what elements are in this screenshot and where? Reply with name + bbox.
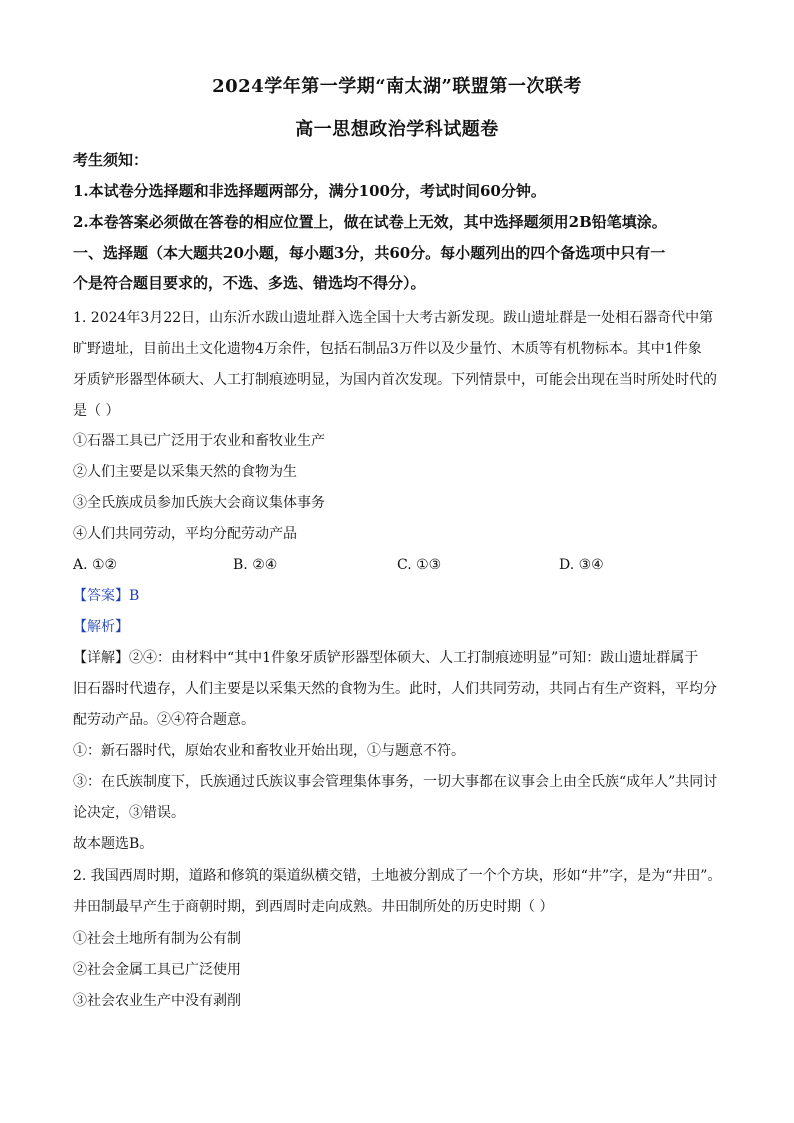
notice-item-2: 2.本卷答案必须做在答卷的相应位置上，做在试卷上无效，其中选择题须用2B铅笔填涂。 (73, 213, 667, 231)
q1-detail-line-5: ③：在氏族制度下，氏族通过氏族议事会管理集体事务，一切大事都在议事会上由全氏族“成年人”共同讨 (73, 774, 718, 790)
q2-statement-3: ③社会农业生产中没有剥削 (73, 993, 241, 1009)
q1-stem-line-1: 1. 2024年3月22日，山东沂水跋山遗址群入选全国十大考古新发现。跋山遗址群是一处相石器奇代中第 (73, 310, 714, 326)
section-heading-line-1: 一、选择题（本大题共20小题，每小题3分，共60分。每小题列出的四个备选项中只有一 (73, 244, 666, 262)
notice-heading: 考生须知： (73, 151, 149, 169)
q1-answer: 【答案】B (73, 588, 140, 604)
q2-statement-2: ②社会金属工具已广泛使用 (73, 962, 241, 978)
q1-option-c: C. ①③ (397, 557, 442, 573)
q1-detail-line-1: 【详解】②④：由材料中“其中1件象牙质铲形器型体硕大、人工打制痕迹明显”可知：跋山遗址群属于 (73, 650, 699, 666)
q1-option-b: B. ②④ (233, 557, 278, 573)
q2-statement-1: ①社会土地所有制为公有制 (73, 931, 241, 947)
q1-stem-line-2: 旷野遗址，目前出土文化遗物4万余件，包括石制品3万件以及少量竹、木质等有机物标本。其中1件象 (73, 341, 702, 357)
q1-statement-1: ①石器工具已广泛用于农业和畜牧业生产 (73, 433, 325, 449)
exam-subtitle: 高一思想政治学科试题卷 (295, 119, 499, 140)
section-heading-line-2: 个是符合题目要求的，不选、多选、错选均不得分）。 (73, 274, 426, 292)
q1-detail-line-2: 旧石器时代遗存，人们主要是以采集天然的食物为生。此时，人们共同劳动，共同占有生产资料，平均分 (73, 681, 717, 697)
q1-option-d: D. ③④ (559, 557, 604, 573)
q1-option-a: A. ①② (73, 557, 118, 573)
q1-statement-2: ②人们主要是以采集天然的食物为生 (73, 464, 297, 480)
q1-conclusion: 故本题选B。 (73, 836, 154, 852)
q1-statement-3: ③全氏族成员参加氏族大会商议集体事务 (73, 495, 325, 511)
q1-analysis-label: 【解析】 (73, 619, 129, 635)
q1-detail-line-6: 论决定，③错误。 (73, 805, 185, 821)
exam-title: 2024学年第一学期“南太湖”联盟第一次联考 (212, 76, 582, 97)
q2-stem-line-2: 井田制最早产生于商朝时期，到西周时走向成熟。井田制所处的历史时期（ ） (73, 899, 554, 915)
q1-statement-4: ④人们共同劳动，平均分配劳动产品 (73, 526, 297, 542)
notice-item-1: 1.本试卷分选择题和非选择题两部分，满分100分，考试时间60分钟。 (73, 182, 546, 200)
q1-stem-line-4: 是（ ） (73, 403, 120, 419)
q2-stem-line-1: 2. 我国西周时期，道路和修筑的渠道纵横交错，土地被分割成了一个个方块，形如“井”字，是为“井田”。 (73, 868, 722, 884)
q1-stem-line-3: 牙质铲形器型体硕大、人工打制痕迹明显，为国内首次发现。下列情景中，可能会出现在当时所处时代的 (73, 372, 717, 388)
q1-detail-line-3: 配劳动产品。②④符合题意。 (73, 712, 255, 728)
q1-detail-line-4: ①：新石器时代，原始农业和畜牧业开始出现，①与题意不符。 (73, 743, 465, 759)
